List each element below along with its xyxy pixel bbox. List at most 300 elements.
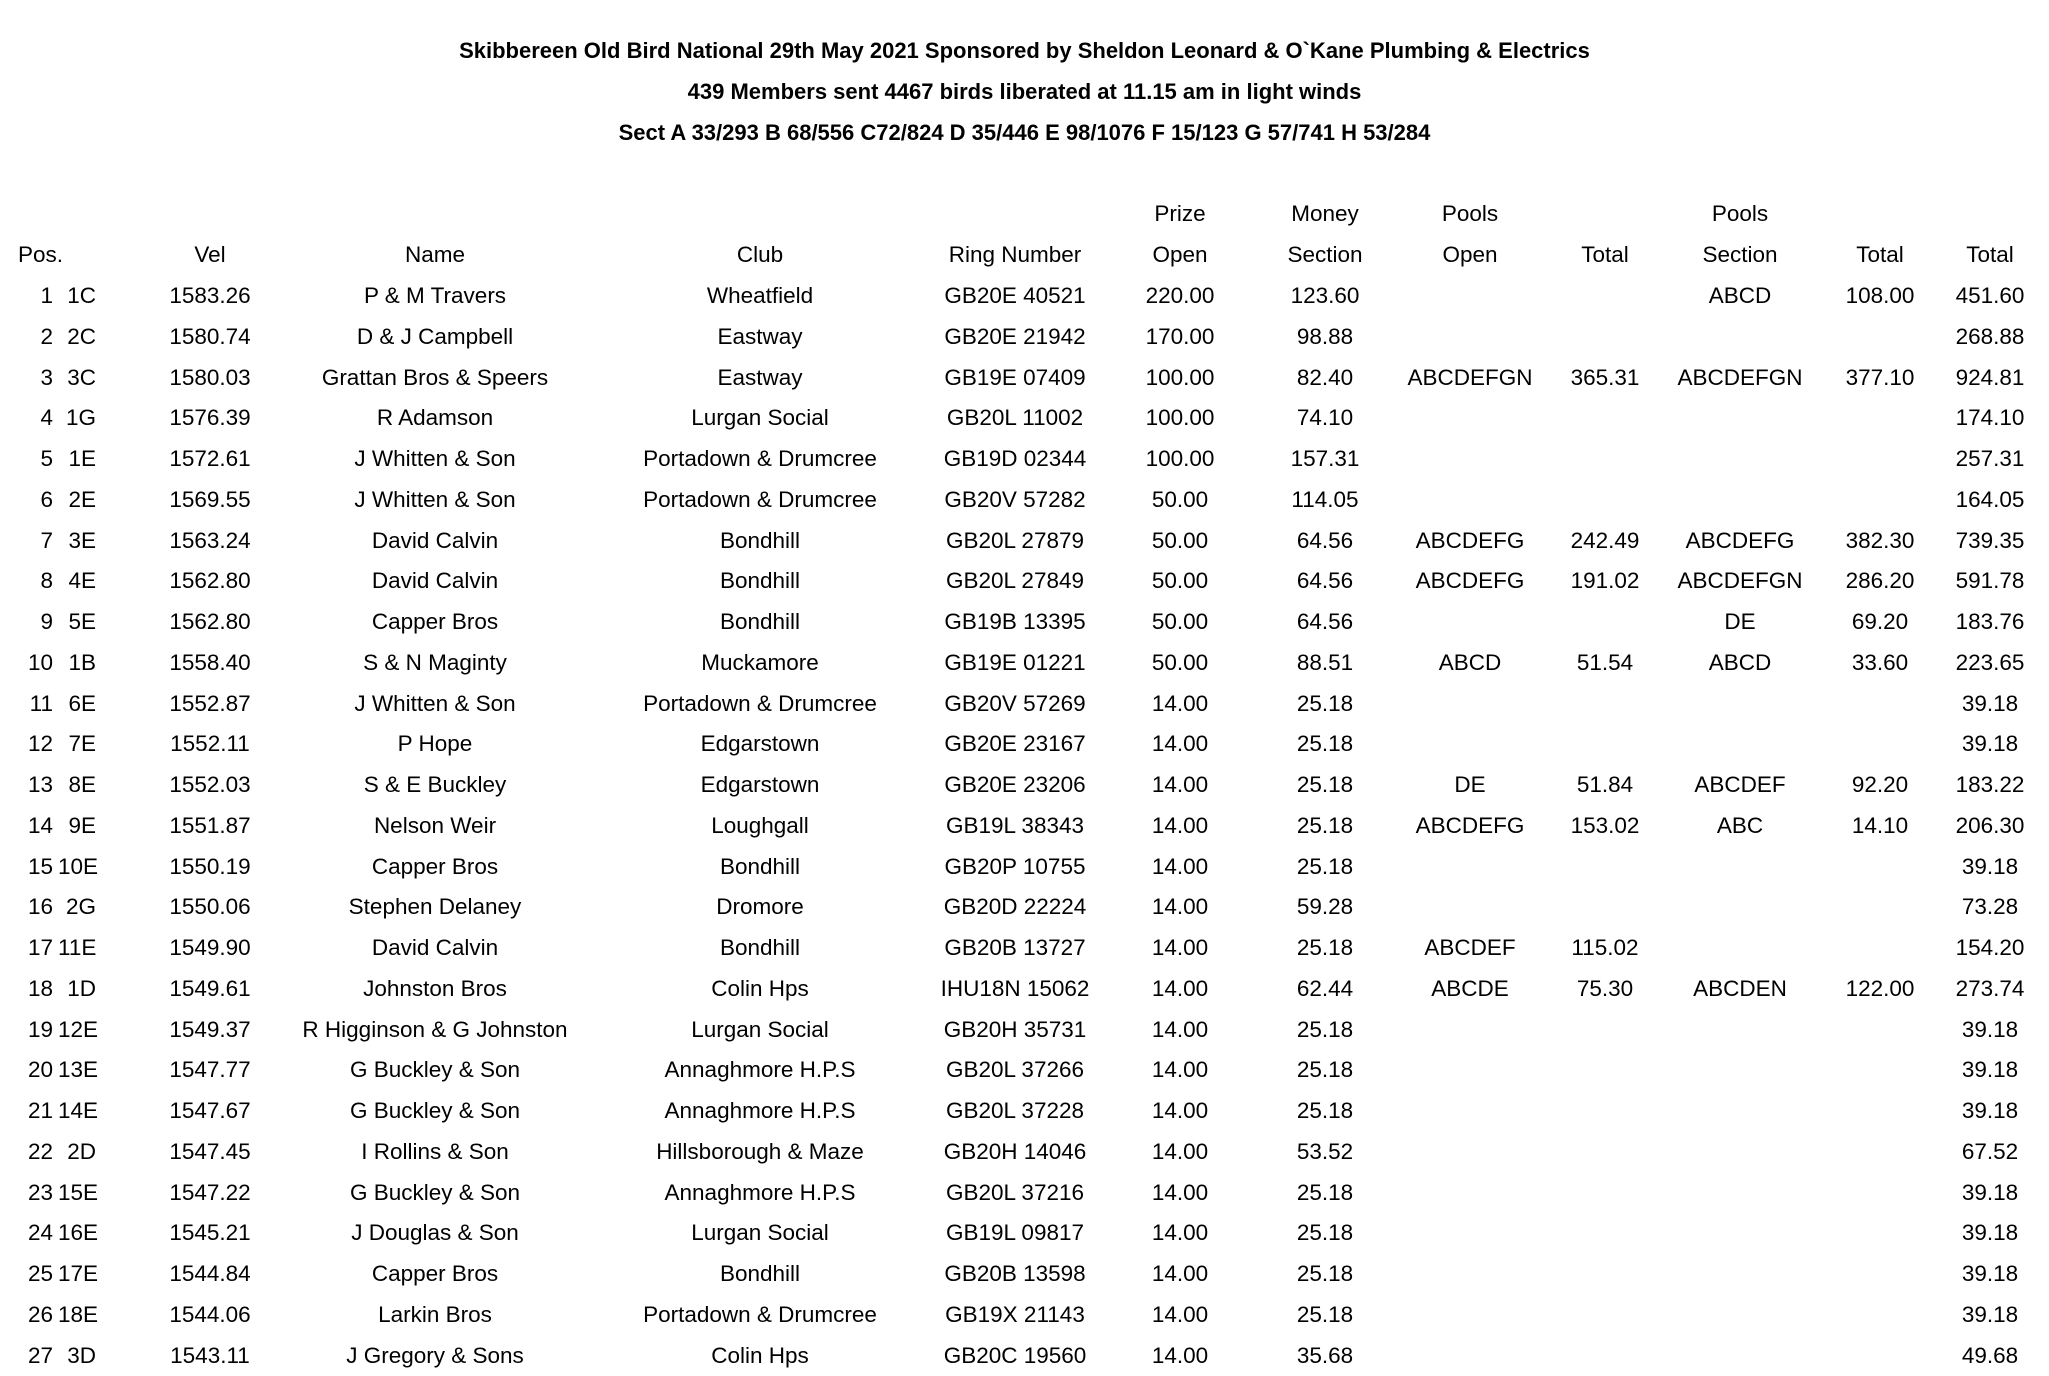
club-cell: Bondhill <box>605 1254 915 1295</box>
header-name: Name <box>275 235 595 276</box>
total-cell: 183.76 <box>1940 602 2040 643</box>
name-cell: I Rollins & Son <box>275 1132 595 1173</box>
pools-open-total-cell: 51.84 <box>1545 765 1665 806</box>
table-row <box>0 1254 2049 1295</box>
velocity-cell: 1549.37 <box>135 1010 285 1051</box>
total-cell: 73.28 <box>1940 887 2040 928</box>
prize-open-cell: 14.00 <box>1115 806 1245 847</box>
money-section-cell: 25.18 <box>1255 1254 1395 1295</box>
table-row <box>0 317 2049 358</box>
header-money-section: Section <box>1255 235 1395 276</box>
name-cell: S & N Maginty <box>275 643 595 684</box>
section-position-cell: 15E <box>58 1173 96 1214</box>
club-cell: Lurgan Social <box>605 398 915 439</box>
section-position-cell: 13E <box>58 1050 96 1091</box>
ring-number-cell: GB20L 11002 <box>915 398 1115 439</box>
position-cell: 12 <box>19 724 53 765</box>
club-cell: Portadown & Drumcree <box>605 480 915 521</box>
column-header-row <box>0 235 2049 276</box>
table-row <box>0 847 2049 888</box>
total-cell: 154.20 <box>1940 928 2040 969</box>
total-cell: 39.18 <box>1940 724 2040 765</box>
name-cell: P Hope <box>275 724 595 765</box>
name-cell: David Calvin <box>275 521 595 562</box>
club-cell: Colin Hps <box>605 969 915 1010</box>
total-cell: 591.78 <box>1940 561 2040 602</box>
prize-open-cell: 14.00 <box>1115 1295 1245 1336</box>
section-position-cell: 2C <box>58 317 96 358</box>
velocity-cell: 1569.55 <box>135 480 285 521</box>
position-cell: 17 <box>19 928 53 969</box>
prize-open-cell: 170.00 <box>1115 317 1245 358</box>
position-cell: 6 <box>19 480 53 521</box>
total-cell: 739.35 <box>1940 521 2040 562</box>
position-cell: 5 <box>19 439 53 480</box>
money-section-cell: 25.18 <box>1255 1050 1395 1091</box>
club-cell: Portadown & Drumcree <box>605 1295 915 1336</box>
pools-open-cell: ABCDEFGN <box>1400 358 1540 399</box>
ring-number-cell: GB20H 14046 <box>915 1132 1115 1173</box>
prize-open-cell: 50.00 <box>1115 643 1245 684</box>
pools-open-total-cell: 365.31 <box>1545 358 1665 399</box>
pools-open-total-cell: 51.54 <box>1545 643 1665 684</box>
ring-number-cell: GB20L 27849 <box>915 561 1115 602</box>
table-row <box>0 1132 2049 1173</box>
position-cell: 7 <box>19 521 53 562</box>
money-section-cell: 98.88 <box>1255 317 1395 358</box>
prize-open-cell: 14.00 <box>1115 1010 1245 1051</box>
velocity-cell: 1544.06 <box>135 1295 285 1336</box>
name-cell: G Buckley & Son <box>275 1050 595 1091</box>
velocity-cell: 1552.87 <box>135 684 285 725</box>
section-position-cell: 6E <box>58 684 96 725</box>
position-cell: 25 <box>19 1254 53 1295</box>
pools-open-cell: ABCDE <box>1400 969 1540 1010</box>
prize-open-cell: 14.00 <box>1115 1336 1245 1376</box>
ring-number-cell: GB20E 21942 <box>915 317 1115 358</box>
total-cell: 67.52 <box>1940 1132 2040 1173</box>
position-cell: 1 <box>19 276 53 317</box>
table-row <box>0 439 2049 480</box>
section-position-cell: 2E <box>58 480 96 521</box>
pools-section-cell: DE <box>1655 602 1825 643</box>
table-row <box>0 969 2049 1010</box>
club-cell: Eastway <box>605 317 915 358</box>
section-position-cell: 5E <box>58 602 96 643</box>
club-cell: Colin Hps <box>605 1336 915 1376</box>
name-cell: David Calvin <box>275 561 595 602</box>
pools-open-cell: ABCDEFG <box>1400 561 1540 602</box>
velocity-cell: 1549.90 <box>135 928 285 969</box>
total-cell: 39.18 <box>1940 1295 2040 1336</box>
money-section-cell: 62.44 <box>1255 969 1395 1010</box>
ring-number-cell: GB19D 02344 <box>915 439 1115 480</box>
prize-open-cell: 50.00 <box>1115 602 1245 643</box>
document-title: Skibbereen Old Bird National 29th May 2021 Sponsored by Sheldon Leonard & O`Kane Plumbing & Electrics <box>0 31 2049 71</box>
section-position-cell: 3D <box>58 1336 96 1376</box>
prize-open-cell: 50.00 <box>1115 521 1245 562</box>
table-row <box>0 643 2049 684</box>
pools-section-cell: ABCD <box>1655 643 1825 684</box>
pools-open-total-cell: 75.30 <box>1545 969 1665 1010</box>
table-row <box>0 602 2049 643</box>
table-row <box>0 887 2049 928</box>
total-cell: 174.10 <box>1940 398 2040 439</box>
position-cell: 27 <box>19 1336 53 1376</box>
prize-open-cell: 14.00 <box>1115 1050 1245 1091</box>
money-section-cell: 25.18 <box>1255 806 1395 847</box>
velocity-cell: 1583.26 <box>135 276 285 317</box>
total-cell: 451.60 <box>1940 276 2040 317</box>
header-pools-open: Open <box>1400 235 1540 276</box>
pools-section-cell: ABCDEFGN <box>1655 561 1825 602</box>
total-cell: 273.74 <box>1940 969 2040 1010</box>
prize-open-cell: 14.00 <box>1115 887 1245 928</box>
club-cell: Bondhill <box>605 561 915 602</box>
name-cell: Johnston Bros <box>275 969 595 1010</box>
section-position-cell: 10E <box>58 847 96 888</box>
velocity-cell: 1544.84 <box>135 1254 285 1295</box>
velocity-cell: 1547.67 <box>135 1091 285 1132</box>
position-cell: 21 <box>19 1091 53 1132</box>
club-cell: Lurgan Social <box>605 1010 915 1051</box>
money-section-cell: 25.18 <box>1255 928 1395 969</box>
section-position-cell: 3C <box>58 358 96 399</box>
total-cell: 39.18 <box>1940 1010 2040 1051</box>
pools-section-cell: ABCDEFGN <box>1655 358 1825 399</box>
table-row <box>0 1295 2049 1336</box>
column-header-top-row <box>0 194 2049 235</box>
ring-number-cell: GB20V 57282 <box>915 480 1115 521</box>
section-position-cell: 18E <box>58 1295 96 1336</box>
pools-open-cell: ABCDEF <box>1400 928 1540 969</box>
prize-open-cell: 14.00 <box>1115 1213 1245 1254</box>
position-cell: 26 <box>19 1295 53 1336</box>
pools-section-total-cell: 108.00 <box>1820 276 1940 317</box>
prize-open-cell: 14.00 <box>1115 724 1245 765</box>
velocity-cell: 1543.11 <box>135 1336 285 1376</box>
pools-section-cell: ABC <box>1655 806 1825 847</box>
total-cell: 268.88 <box>1940 317 2040 358</box>
pools-section-cell: ABCDEFG <box>1655 521 1825 562</box>
table-row <box>0 1091 2049 1132</box>
header-pools-open-total: Total <box>1545 235 1665 276</box>
velocity-cell: 1551.87 <box>135 806 285 847</box>
position-cell: 11 <box>19 684 53 725</box>
club-cell: Wheatfield <box>605 276 915 317</box>
section-position-cell: 1B <box>58 643 96 684</box>
pools-section-total-cell: 69.20 <box>1820 602 1940 643</box>
header-pools-section-top: Pools <box>1655 194 1825 235</box>
money-section-cell: 25.18 <box>1255 1213 1395 1254</box>
total-cell: 164.05 <box>1940 480 2040 521</box>
velocity-cell: 1576.39 <box>135 398 285 439</box>
total-cell: 39.18 <box>1940 684 2040 725</box>
prize-open-cell: 14.00 <box>1115 847 1245 888</box>
money-section-cell: 25.18 <box>1255 1295 1395 1336</box>
velocity-cell: 1550.19 <box>135 847 285 888</box>
section-position-cell: 3E <box>58 521 96 562</box>
header-total: Total <box>1940 235 2040 276</box>
pools-section-total-cell: 92.20 <box>1820 765 1940 806</box>
ring-number-cell: GB20L 37228 <box>915 1091 1115 1132</box>
table-row <box>0 521 2049 562</box>
velocity-cell: 1552.11 <box>135 724 285 765</box>
section-position-cell: 7E <box>58 724 96 765</box>
velocity-cell: 1547.22 <box>135 1173 285 1214</box>
ring-number-cell: GB20B 13598 <box>915 1254 1115 1295</box>
section-position-cell: 11E <box>58 928 96 969</box>
prize-open-cell: 14.00 <box>1115 1173 1245 1214</box>
velocity-cell: 1563.24 <box>135 521 285 562</box>
prize-open-cell: 50.00 <box>1115 480 1245 521</box>
money-section-cell: 59.28 <box>1255 887 1395 928</box>
prize-open-cell: 14.00 <box>1115 1091 1245 1132</box>
section-position-cell: 1D <box>58 969 96 1010</box>
table-row <box>0 724 2049 765</box>
pools-open-cell: ABCDEFG <box>1400 806 1540 847</box>
total-cell: 257.31 <box>1940 439 2040 480</box>
total-cell: 39.18 <box>1940 1091 2040 1132</box>
header-money: Money <box>1255 194 1395 235</box>
section-summary: Sect A 33/293 B 68/556 C72/824 D 35/446 E 98/1076 F 15/123 G 57/741 H 53/284 <box>0 113 2049 153</box>
section-position-cell: 17E <box>58 1254 96 1295</box>
prize-open-cell: 14.00 <box>1115 1254 1245 1295</box>
pools-section-total-cell: 122.00 <box>1820 969 1940 1010</box>
table-row <box>0 480 2049 521</box>
prize-open-cell: 14.00 <box>1115 684 1245 725</box>
ring-number-cell: GB20E 23206 <box>915 765 1115 806</box>
header-vel: Vel <box>135 235 285 276</box>
ring-number-cell: GB19X 21143 <box>915 1295 1115 1336</box>
prize-open-cell: 100.00 <box>1115 398 1245 439</box>
position-cell: 13 <box>19 765 53 806</box>
prize-open-cell: 14.00 <box>1115 765 1245 806</box>
ring-number-cell: GB20C 19560 <box>915 1336 1115 1376</box>
section-position-cell: 4E <box>58 561 96 602</box>
header-pos: Pos. <box>18 235 63 276</box>
total-cell: 223.65 <box>1940 643 2040 684</box>
velocity-cell: 1550.06 <box>135 887 285 928</box>
name-cell: Capper Bros <box>275 1254 595 1295</box>
club-cell: Annaghmore H.P.S <box>605 1050 915 1091</box>
header-pools-section: Section <box>1655 235 1825 276</box>
velocity-cell: 1580.03 <box>135 358 285 399</box>
section-position-cell: 2D <box>58 1132 96 1173</box>
table-row <box>0 1010 2049 1051</box>
name-cell: P & M Travers <box>275 276 595 317</box>
money-section-cell: 25.18 <box>1255 684 1395 725</box>
pools-section-total-cell: 14.10 <box>1820 806 1940 847</box>
ring-number-cell: GB19L 09817 <box>915 1213 1115 1254</box>
ring-number-cell: GB19E 01221 <box>915 643 1115 684</box>
table-row <box>0 765 2049 806</box>
club-cell: Bondhill <box>605 847 915 888</box>
prize-open-cell: 220.00 <box>1115 276 1245 317</box>
velocity-cell: 1580.74 <box>135 317 285 358</box>
name-cell: G Buckley & Son <box>275 1173 595 1214</box>
ring-number-cell: GB20D 22224 <box>915 887 1115 928</box>
name-cell: Grattan Bros & Speers <box>275 358 595 399</box>
prize-open-cell: 100.00 <box>1115 439 1245 480</box>
velocity-cell: 1545.21 <box>135 1213 285 1254</box>
header-prize: Prize <box>1115 194 1245 235</box>
header-club: Club <box>605 235 915 276</box>
pools-section-total-cell: 286.20 <box>1820 561 1940 602</box>
position-cell: 10 <box>19 643 53 684</box>
name-cell: Nelson Weir <box>275 806 595 847</box>
money-section-cell: 25.18 <box>1255 1091 1395 1132</box>
ring-number-cell: GB19L 38343 <box>915 806 1115 847</box>
section-position-cell: 1C <box>58 276 96 317</box>
money-section-cell: 64.56 <box>1255 521 1395 562</box>
table-row <box>0 1173 2049 1214</box>
section-position-cell: 1G <box>58 398 96 439</box>
ring-number-cell: GB19B 13395 <box>915 602 1115 643</box>
ring-number-cell: GB20E 40521 <box>915 276 1115 317</box>
total-cell: 39.18 <box>1940 1050 2040 1091</box>
ring-number-cell: GB20E 23167 <box>915 724 1115 765</box>
name-cell: R Higginson & G Johnston <box>275 1010 595 1051</box>
velocity-cell: 1547.77 <box>135 1050 285 1091</box>
position-cell: 15 <box>19 847 53 888</box>
pools-section-cell: ABCDEN <box>1655 969 1825 1010</box>
money-section-cell: 88.51 <box>1255 643 1395 684</box>
pools-open-total-cell: 242.49 <box>1545 521 1665 562</box>
name-cell: S & E Buckley <box>275 765 595 806</box>
section-position-cell: 16E <box>58 1213 96 1254</box>
table-row <box>0 1050 2049 1091</box>
pools-open-cell: ABCDEFG <box>1400 521 1540 562</box>
table-row <box>0 398 2049 439</box>
document-subtitle: 439 Members sent 4467 birds liberated at 11.15 am in light winds <box>0 72 2049 112</box>
table-row <box>0 806 2049 847</box>
position-cell: 22 <box>19 1132 53 1173</box>
money-section-cell: 25.18 <box>1255 765 1395 806</box>
velocity-cell: 1552.03 <box>135 765 285 806</box>
ring-number-cell: GB20H 35731 <box>915 1010 1115 1051</box>
position-cell: 9 <box>19 602 53 643</box>
total-cell: 39.18 <box>1940 1254 2040 1295</box>
header-prize-open: Open <box>1115 235 1245 276</box>
table-row <box>0 1336 2049 1376</box>
name-cell: J Douglas & Son <box>275 1213 595 1254</box>
velocity-cell: 1549.61 <box>135 969 285 1010</box>
name-cell: J Whitten & Son <box>275 684 595 725</box>
pools-open-cell: DE <box>1400 765 1540 806</box>
pools-section-cell: ABCDEF <box>1655 765 1825 806</box>
position-cell: 14 <box>19 806 53 847</box>
position-cell: 4 <box>19 398 53 439</box>
money-section-cell: 25.18 <box>1255 1173 1395 1214</box>
ring-number-cell: IHU18N 15062 <box>915 969 1115 1010</box>
money-section-cell: 53.52 <box>1255 1132 1395 1173</box>
position-cell: 24 <box>19 1213 53 1254</box>
name-cell: G Buckley & Son <box>275 1091 595 1132</box>
money-section-cell: 74.10 <box>1255 398 1395 439</box>
position-cell: 3 <box>19 358 53 399</box>
club-cell: Hillsborough & Maze <box>605 1132 915 1173</box>
velocity-cell: 1562.80 <box>135 602 285 643</box>
header-pools-open-top: Pools <box>1400 194 1540 235</box>
position-cell: 23 <box>19 1173 53 1214</box>
ring-number-cell: GB20P 10755 <box>915 847 1115 888</box>
velocity-cell: 1547.45 <box>135 1132 285 1173</box>
prize-open-cell: 14.00 <box>1115 928 1245 969</box>
pools-open-total-cell: 115.02 <box>1545 928 1665 969</box>
money-section-cell: 157.31 <box>1255 439 1395 480</box>
money-section-cell: 64.56 <box>1255 602 1395 643</box>
money-section-cell: 35.68 <box>1255 1336 1395 1376</box>
velocity-cell: 1558.40 <box>135 643 285 684</box>
header-ring-number: Ring Number <box>915 235 1115 276</box>
header-pools-section-total: Total <box>1820 235 1940 276</box>
money-section-cell: 25.18 <box>1255 1010 1395 1051</box>
table-row <box>0 1213 2049 1254</box>
ring-number-cell: GB20L 37216 <box>915 1173 1115 1214</box>
position-cell: 16 <box>19 887 53 928</box>
name-cell: Capper Bros <box>275 602 595 643</box>
money-section-cell: 25.18 <box>1255 724 1395 765</box>
total-cell: 39.18 <box>1940 1173 2040 1214</box>
ring-number-cell: GB20L 27879 <box>915 521 1115 562</box>
section-position-cell: 12E <box>58 1010 96 1051</box>
club-cell: Annaghmore H.P.S <box>605 1091 915 1132</box>
total-cell: 49.68 <box>1940 1336 2040 1376</box>
pools-section-total-cell: 377.10 <box>1820 358 1940 399</box>
name-cell: D & J Campbell <box>275 317 595 358</box>
club-cell: Bondhill <box>605 928 915 969</box>
section-position-cell: 2G <box>58 887 96 928</box>
prize-open-cell: 50.00 <box>1115 561 1245 602</box>
club-cell: Portadown & Drumcree <box>605 439 915 480</box>
club-cell: Lurgan Social <box>605 1213 915 1254</box>
table-row <box>0 561 2049 602</box>
club-cell: Edgarstown <box>605 724 915 765</box>
club-cell: Bondhill <box>605 521 915 562</box>
table-row <box>0 928 2049 969</box>
pools-open-total-cell: 191.02 <box>1545 561 1665 602</box>
club-cell: Bondhill <box>605 602 915 643</box>
ring-number-cell: GB20L 37266 <box>915 1050 1115 1091</box>
total-cell: 39.18 <box>1940 847 2040 888</box>
total-cell: 39.18 <box>1940 1213 2040 1254</box>
velocity-cell: 1562.80 <box>135 561 285 602</box>
club-cell: Dromore <box>605 887 915 928</box>
club-cell: Edgarstown <box>605 765 915 806</box>
name-cell: David Calvin <box>275 928 595 969</box>
table-row <box>0 358 2049 399</box>
pools-open-cell: ABCD <box>1400 643 1540 684</box>
total-cell: 183.22 <box>1940 765 2040 806</box>
club-cell: Eastway <box>605 358 915 399</box>
name-cell: Larkin Bros <box>275 1295 595 1336</box>
pools-section-cell: ABCD <box>1655 276 1825 317</box>
club-cell: Muckamore <box>605 643 915 684</box>
position-cell: 2 <box>19 317 53 358</box>
ring-number-cell: GB20V 57269 <box>915 684 1115 725</box>
name-cell: R Adamson <box>275 398 595 439</box>
club-cell: Portadown & Drumcree <box>605 684 915 725</box>
position-cell: 8 <box>19 561 53 602</box>
ring-number-cell: GB19E 07409 <box>915 358 1115 399</box>
name-cell: J Whitten & Son <box>275 439 595 480</box>
pools-open-total-cell: 153.02 <box>1545 806 1665 847</box>
money-section-cell: 25.18 <box>1255 847 1395 888</box>
club-cell: Loughgall <box>605 806 915 847</box>
section-position-cell: 9E <box>58 806 96 847</box>
club-cell: Annaghmore H.P.S <box>605 1173 915 1214</box>
